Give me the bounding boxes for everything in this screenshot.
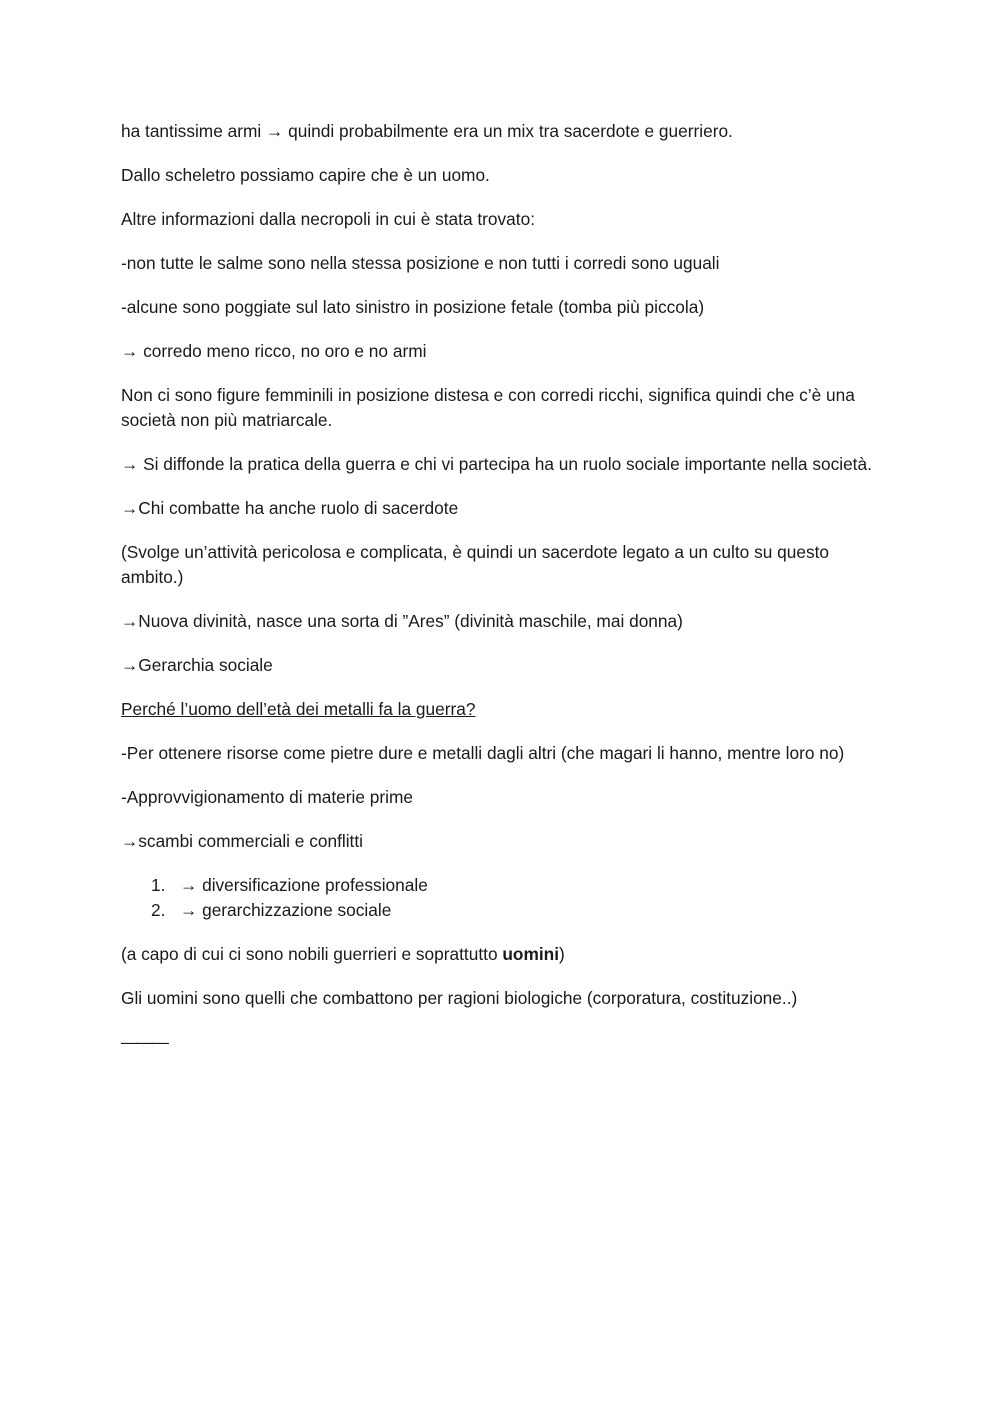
paragraph-sacerdote: →Chi combatte ha anche ruolo di sacerdote bbox=[121, 498, 459, 518]
paragraph-guerra: → Si diffonde la pratica della guerra e chi vi partecipa ha un ruolo sociale importante nella società. bbox=[121, 454, 872, 474]
paragraph-scheletro: Dallo scheletro possiamo capire che è un uomo. bbox=[121, 165, 490, 185]
document-page bbox=[121, 119, 891, 1074]
list-text: → diversificazione professionale bbox=[180, 875, 428, 895]
horizontal-rule-text: ——— bbox=[121, 1032, 167, 1052]
paragraph-closing: Gli uomini sono quelli che combattono per ragioni biologiche (corporatura, costituzione..) bbox=[121, 988, 798, 1008]
paragraph-corredo: → corredo meno ricco, no oro e no armi bbox=[121, 341, 427, 361]
paragraph-scambi: →scambi commerciali e conflitti bbox=[121, 831, 363, 851]
leader-note-after: ) bbox=[559, 944, 565, 964]
paragraph-salme: -non tutte le salme sono nella stessa posizione e non tutti i corredi sono uguali bbox=[121, 253, 720, 273]
numbered-list bbox=[121, 873, 891, 923]
paragraph-divinita: →Nuova divinità, nasce una sorta di ”Ares” (divinità maschile, mai donna) bbox=[121, 611, 683, 631]
list-item bbox=[121, 873, 891, 898]
list-item bbox=[121, 898, 891, 923]
paragraph-gerarchia: →Gerarchia sociale bbox=[121, 655, 273, 675]
list-text: → gerarchizzazione sociale bbox=[180, 900, 392, 920]
paragraph-necropoli: Altre informazioni dalla necropoli in cui è stata trovato: bbox=[121, 209, 535, 229]
paragraph-risorse: -Per ottenere risorse come pietre dure e metalli dagli altri (che magari li hanno, mentre loro no) bbox=[121, 743, 845, 763]
list-number: 1. bbox=[151, 875, 166, 895]
paragraph-armi: ha tantissime armi → quindi probabilmente era un mix tra sacerdote e guerriero. bbox=[121, 121, 733, 141]
paragraph-posizione-fetale: -alcune sono poggiate sul lato sinistro in posizione fetale (tomba più piccola) bbox=[121, 297, 705, 317]
paragraph-attivita: (Svolge un’attività pericolosa e complicata, è quindi un sacerdote legato a un culto su questo ambito.) bbox=[121, 542, 830, 587]
leader-note-bold: uomini bbox=[502, 944, 559, 964]
leader-note-before: (a capo di cui ci sono nobili guerrieri e soprattutto bbox=[121, 944, 503, 964]
paragraph-approvvigionamento: -Approvvigionamento di materie prime bbox=[121, 787, 413, 807]
paragraph-figure-femminili: Non ci sono figure femminili in posizione distesa e con corredi ricchi, significa quindi che c’è una società non più matriarcale. bbox=[121, 385, 855, 430]
question-heading: Perché l’uomo dell’età dei metalli fa la guerra? bbox=[121, 699, 476, 719]
paragraph-leader-note bbox=[121, 942, 891, 967]
list-number: 2. bbox=[151, 900, 166, 920]
